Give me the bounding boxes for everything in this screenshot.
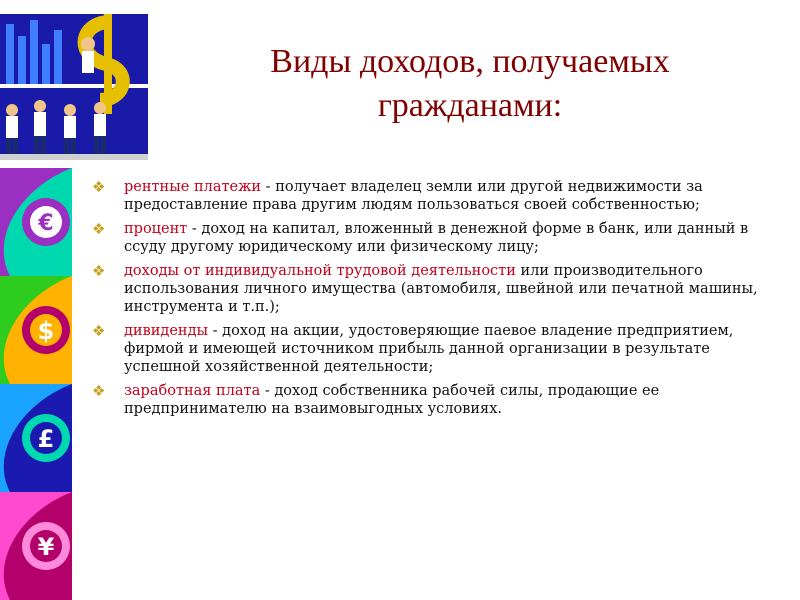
list-item-text: - получает владелец земли или другой недвижимости за предоставление права другим людям пользоваться своей собственностью; xyxy=(124,179,703,213)
svg-text:£: £ xyxy=(37,425,55,453)
slide-title-line-1: Виды доходов, получаемых xyxy=(270,43,670,80)
svg-text:¥: ¥ xyxy=(37,533,55,561)
list-item xyxy=(92,322,762,376)
currency-strip xyxy=(0,168,72,600)
four-diamond-bullet-icon: ❖ xyxy=(92,220,106,238)
euro-icon xyxy=(0,168,72,276)
business-people-dollar-clipart xyxy=(0,14,148,160)
list-item xyxy=(92,382,762,418)
list-item xyxy=(92,262,762,316)
list-item-term: дивиденды xyxy=(124,323,209,339)
yen-icon xyxy=(0,492,72,600)
four-diamond-bullet-icon: ❖ xyxy=(92,178,106,196)
list-item-term: процент xyxy=(124,221,188,237)
list-item-term: доходы от индивидуальной трудовой деятельности xyxy=(124,263,516,279)
svg-text:€: € xyxy=(38,211,54,236)
four-diamond-bullet-icon: ❖ xyxy=(92,382,106,400)
list-item-text: - доход на акции, удостоверяющие паевое владение предприятием, фирмой и имеющей источником прибыль данной организации в результате успешной хозяйственной деятельности; xyxy=(124,323,734,375)
list-item-term: заработная плата xyxy=(124,383,261,399)
slide-title-line-2: гражданами: xyxy=(377,87,563,124)
pound-icon xyxy=(0,384,72,492)
list-item-text: - доход собственника рабочей силы, продающие ее предпринимателю на взаимовыгодных условиях. xyxy=(124,383,660,417)
list-item-text: или производительного использования личного имущества (автомобиля, швейной или печатной машины, инструмента и т.п.); xyxy=(124,263,758,315)
list-item-text: - доход на капитал, вложенный в денежной форме в банк, или данный в ссуду другому юридическому или физическому лицу; xyxy=(124,221,749,255)
four-diamond-bullet-icon: ❖ xyxy=(92,322,106,340)
four-diamond-bullet-icon: ❖ xyxy=(92,262,106,280)
slide-title xyxy=(190,40,750,128)
list-item xyxy=(92,178,762,214)
list-item-term: рентные платежи xyxy=(124,179,262,195)
svg-text:$: $ xyxy=(37,317,55,345)
list-item xyxy=(92,220,762,256)
income-types-list xyxy=(92,178,762,424)
dollar-icon xyxy=(0,276,72,384)
